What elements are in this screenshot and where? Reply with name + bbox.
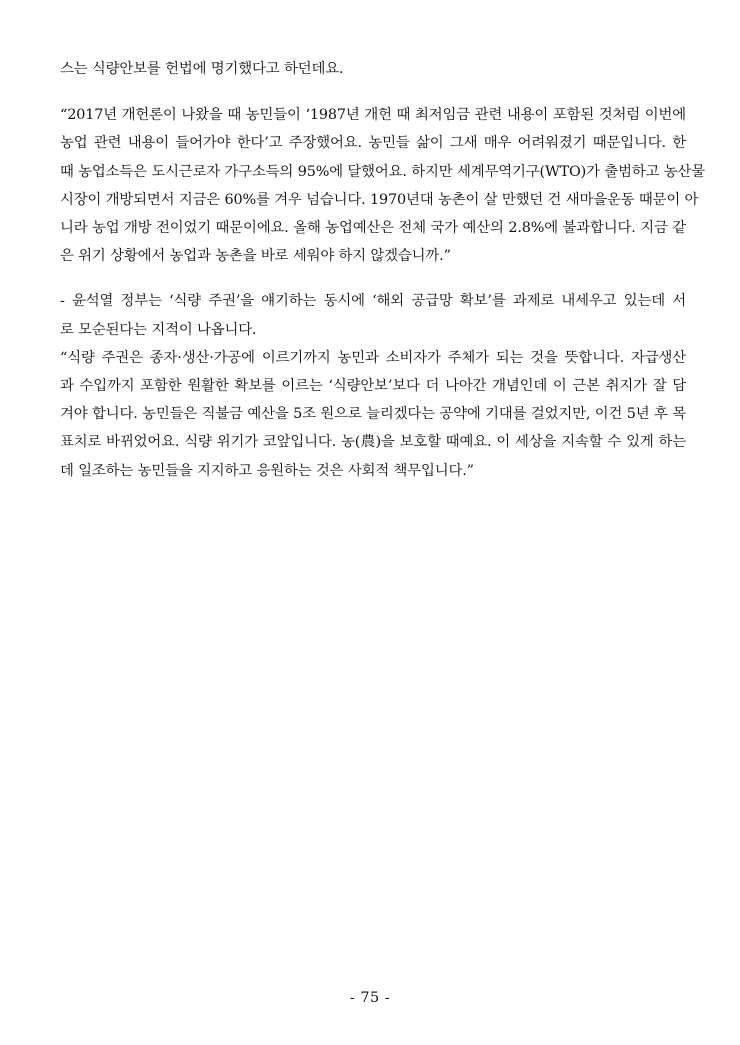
paragraph-gap	[60, 270, 686, 287]
text-line: 시장이 개방되면서 지금은 60%를 겨우 넘습니다. 1970년대 농촌이 살 만했던 건 새마을운동 때문이 아	[60, 191, 699, 208]
text-line: 농업 관련 내용이 들어가야 한다’고 주장했어요. 농민들 삶이 그새 매우 어려워졌기 때문입니다. 한	[60, 135, 686, 152]
quote-paragraph-1	[60, 101, 705, 270]
paragraph-gap	[60, 83, 686, 101]
text-line: 때 농업소득은 도시근로자 가구소득의 95%에 달했어요. 하지만 세계무역기구(WTO)가 출범하고 농산물	[60, 163, 705, 180]
quote-paragraph-2	[60, 344, 686, 485]
text-line: “2017년 개헌론이 나왔을 때 농민들이 ‘1987년 개헌 때 최저임금 관련 내용이 포함된 것처럼 이번에	[60, 107, 686, 124]
text-line: 겨야 합니다. 농민들은 직불금 예산을 5조 원으로 늘리겠다는 공약에 기대를 걸었지만, 이건 5년 후 목	[60, 406, 686, 423]
text-line: “식량 주권은 종자·생산·가공에 이르기까지 농민과 소비자가 주체가 되는 것을 뜻합니다. 자급생산	[60, 349, 686, 366]
text-line: 니라 농업 개방 전이었기 때문이에요. 올해 농업예산은 전체 국가 예산의 2.8%에 불과합니다. 지금 같	[60, 220, 686, 237]
page-number: - 75 -	[349, 990, 391, 1006]
page-body	[60, 55, 705, 485]
intro-line: 스는 식량안보를 헌법에 명기했다고 하던데요.	[60, 61, 344, 77]
text-line: - 윤석열 정부는 ‘식량 주권’을 얘기하는 동시에 ‘해외 공급망 확보’를 과제로 내세우고 있는데 서	[60, 293, 686, 310]
text-line: 은 위기 상황에서 농업과 농촌을 바로 세워야 하지 않겠습니까.”	[60, 248, 451, 265]
text-line: 표치로 바뀌었어요. 식량 위기가 코앞입니다. 농(農)을 보호할 때예요. 이 세상을 지속할 수 있게 하는	[60, 434, 686, 451]
text-line: 데 일조하는 농민들을 지지하고 응원하는 것은 사회적 책무입니다.”	[60, 462, 474, 479]
text-line: 로 모순된다는 지적이 나옵니다.	[60, 321, 257, 338]
question-paragraph	[60, 287, 686, 343]
text-line: 과 수입까지 포함한 원활한 확보를 이르는 ‘식량안보’보다 더 나아간 개념인데 이 근본 취지가 잘 담	[60, 378, 686, 395]
